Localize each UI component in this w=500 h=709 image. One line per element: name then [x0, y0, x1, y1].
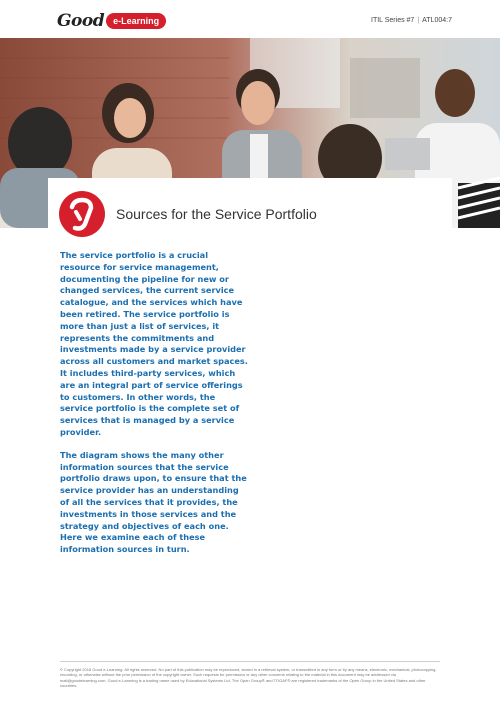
- series-label: ITIL Series #7: [371, 17, 415, 24]
- series-separator: |: [417, 17, 420, 24]
- footer-divider: [60, 661, 440, 662]
- body-text: [60, 250, 250, 567]
- document-code: ATL004:7: [422, 17, 452, 24]
- logo-word: Good: [57, 11, 105, 31]
- logo-pill: e-Learning: [106, 13, 166, 29]
- document-title: Sources for the Service Portfolio: [116, 206, 317, 222]
- paragraph-1: The service portfolio is a crucial resource for service management, documenting the pipeline for new or changed services, the current service catalogue, and the services which have been retired. The service portfolio is more than just a list of services, it represents the commitments and investments made by a service provider across all customers and market spaces. It includes third-party services, which are an integral part of service offerings to customers. In other words, the service portfolio is the complete set of services that is managed by a service provider.: [60, 250, 248, 437]
- series-reference: [371, 17, 452, 24]
- good-elearning-g-icon: [58, 190, 106, 238]
- page-header: [0, 0, 500, 42]
- title-card: [48, 178, 452, 250]
- paragraph-2: The diagram shows the many other information sources that the service portfolio draws upon, to ensure that the service provider has an understanding of all the services that it provides, the investments in those services and the strategy and objectives of each one. Here we examine each of these information sources in turn.: [60, 449, 247, 555]
- good-elearning-logo: [57, 11, 166, 31]
- copyright-footer: © Copyright 2016 Good e-Learning. All rights reserved. No part of this publication may be reproduced, stored in a retrieval system, or transmitted in any form or by any means, electronic, mechanical, photocopying, recording, or otherwise without the prior permission of the copyright owner. Such requests for permission or any other concerns relating to the material in this document may be addressed via mail@goodelearning.com. Good e-Learning is a trading name used by Educational Systems Ltd. The Open Group® and TOGAF® are registered trademarks of the Open Group in the United States and other countries.: [60, 667, 437, 689]
